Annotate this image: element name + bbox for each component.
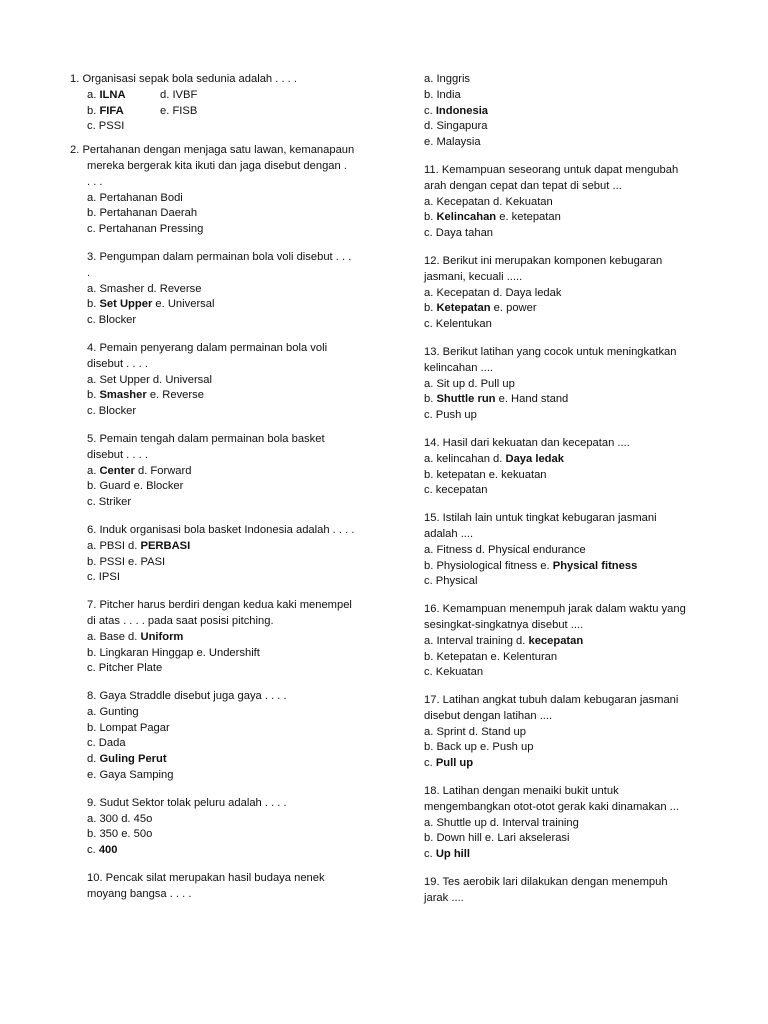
answer-key: Physical fitness: [552, 559, 638, 572]
question-text: 6. Induk organisasi bola basket Indonesia adalah . . . .: [87, 523, 355, 536]
question-text-cont: kelincahan ....: [424, 361, 494, 374]
option-c: c. Striker: [87, 496, 132, 509]
option-c: c. Kelentukan: [424, 318, 492, 331]
question-text: 13. Berikut latihan yang cocok untuk meningkatkan: [424, 345, 677, 358]
option-a-label: a. Base d.: [87, 630, 141, 643]
question-15: [424, 511, 694, 590]
question-1: [70, 72, 370, 135]
question-13: [424, 345, 694, 424]
answer-key: Shuttle run: [436, 393, 496, 406]
option-d: d. IVBF: [160, 88, 198, 101]
question-text-cont: mereka bergerak kita ikuti dan jaga disebut dengan .: [87, 159, 347, 172]
option-e: e. Reverse: [146, 389, 204, 402]
left-column: [70, 72, 370, 915]
option-d: [70, 752, 370, 768]
options-grid: [70, 88, 370, 135]
question-4: [70, 341, 370, 420]
option-b: b. Down hill e. Lari akselerasi: [424, 832, 570, 845]
option-b: [424, 392, 694, 408]
option-c: c. kecepatan: [424, 484, 488, 497]
answer-key: Daya ledak: [505, 452, 564, 465]
question-text: 11. Kemampuan seseorang untuk dapat mengubah: [424, 163, 679, 176]
option-c: c. Blocker: [87, 405, 137, 418]
option-a: a. Sprint d. Stand up: [424, 725, 526, 738]
answer-key: 400: [98, 844, 118, 857]
option-a-label: a.: [87, 88, 100, 101]
option-c: [70, 843, 370, 859]
option-a: a. Shuttle up d. Interval training: [424, 816, 579, 829]
option-a-label: a. kelincahan d.: [424, 452, 506, 465]
option-e: e. power: [490, 302, 537, 315]
option-b-label: b.: [424, 211, 437, 224]
option-c: c. Pertahanan Pressing: [87, 223, 204, 236]
question-2: [70, 143, 370, 238]
question-text: 10. Pencak silat merupakan hasil budaya nenek: [87, 872, 325, 885]
question-10-options: [424, 72, 694, 151]
option-b-label: b. Physiological fitness e.: [424, 559, 553, 572]
option-a: [70, 464, 370, 480]
option-e: e. Gaya Samping: [87, 769, 174, 782]
answer-key: Kelincahan: [436, 211, 497, 224]
question-text: 15. Istilah lain untuk tingkat kebugaran jasmani: [424, 512, 657, 525]
question-text-cont: sesingkat-singkatnya disebut ....: [424, 618, 584, 631]
option-b: b. PSSI e. PASI: [87, 555, 166, 568]
option-a: a. Set Upper d. Universal: [87, 373, 212, 386]
answer-key: Indonesia: [435, 104, 489, 117]
option-e: e. ketepatan: [496, 211, 561, 224]
answer-key: Center: [99, 464, 135, 477]
question-text: 7. Pitcher harus berdiri dengan kedua kaki menempel: [87, 599, 352, 612]
option-b-label: b.: [87, 389, 100, 402]
option-c: c. Push up: [424, 409, 477, 422]
answer-key: Smasher: [99, 389, 147, 402]
question-6: [70, 523, 370, 586]
option-a: a. 300 d. 45o: [87, 812, 153, 825]
option-a-label: a. PBSI d.: [87, 539, 141, 552]
question-text: 14. Hasil dari kekuatan dan kecepatan ....: [424, 436, 630, 449]
question-text-cont: .: [87, 266, 91, 279]
question-9: [70, 796, 370, 859]
question-10: [70, 871, 370, 903]
answer-key: PERBASI: [140, 539, 191, 552]
answer-key: Guling Perut: [99, 753, 167, 766]
question-text: 9. Sudut Sektor tolak peluru adalah . . . .: [87, 796, 287, 809]
option-c-label: c.: [424, 104, 436, 117]
option-b-label: b.: [87, 104, 100, 117]
option-d: d. Singapura: [424, 120, 488, 133]
option-a: a. Fitness d. Physical endurance: [424, 543, 586, 556]
question-17: [424, 693, 694, 772]
question-text-cont: mengembangkan otot-otot gerak kaki dinamakan ...: [424, 800, 679, 813]
question-text: 12. Berikut ini merupakan komponen kebugaran: [424, 254, 663, 267]
option-e: e. FISB: [160, 104, 198, 117]
answer-key: Set Upper: [99, 298, 153, 311]
option-c: [424, 104, 694, 120]
answer-key: Up hill: [435, 848, 470, 861]
option-a: a. Gunting: [87, 705, 139, 718]
question-text-cont: . . .: [87, 175, 103, 188]
option-c: [424, 847, 694, 863]
option-e: e. Universal: [152, 298, 215, 311]
answer-key: Pull up: [435, 757, 474, 770]
answer-key: Uniform: [140, 630, 184, 643]
option-e: e. Malaysia: [424, 136, 481, 149]
option-b: b. Back up e. Push up: [424, 741, 534, 754]
question-8: [70, 689, 370, 784]
option-b: [424, 301, 694, 317]
question-text: 4. Pemain penyerang dalam permainan bola voli: [87, 341, 328, 354]
option-b: b. Lingkaran Hinggap e. Undershift: [87, 646, 260, 659]
option-d-label: d.: [87, 753, 100, 766]
option-a: a. Pertahanan Bodi: [87, 191, 183, 204]
option-a: [70, 539, 370, 555]
option-c: c. Physical: [424, 575, 478, 588]
question-text: 5. Pemain tengah dalam permainan bola basket: [87, 432, 325, 445]
option-c: c. Blocker: [87, 314, 137, 327]
question-11: [424, 163, 694, 242]
question-text-cont: adalah ....: [424, 527, 474, 540]
option-a: a. Inggris: [424, 73, 471, 85]
answer-key: Ketepatan: [436, 302, 491, 315]
question-text: 1. Organisasi sepak bola sedunia adalah . . . .: [70, 73, 298, 85]
option-c-label: c.: [424, 757, 436, 770]
option-b: b. ketepatan e. kekuatan: [424, 468, 547, 481]
option-d: d. Forward: [134, 464, 192, 477]
question-text: 18. Latihan dengan menaiki bukit untuk: [424, 785, 619, 798]
question-7: [70, 598, 370, 677]
option-c: c. PSSI: [87, 120, 125, 133]
answer-key: kecepatan: [528, 634, 584, 647]
option-c: [424, 756, 694, 772]
option-b: b. Guard e. Blocker: [87, 480, 184, 493]
option-b-label: b.: [424, 302, 437, 315]
question-text-cont: jasmani, kecuali .....: [424, 270, 523, 283]
question-text: 19. Tes aerobik lari dilakukan dengan menempuh: [424, 876, 668, 889]
right-column: [424, 72, 694, 919]
option-a: [87, 88, 160, 104]
option-c-label: c.: [87, 844, 99, 857]
question-3: [70, 250, 370, 329]
question-12: [424, 254, 694, 333]
option-c: c. IPSI: [87, 571, 120, 584]
question-text: 16. Kemampuan menempuh jarak dalam waktu yang: [424, 603, 686, 616]
question-text-cont: di atas . . . . pada saat posisi pitching.: [87, 614, 274, 627]
option-a-label: a.: [87, 464, 100, 477]
question-text-cont: disebut . . . .: [87, 357, 148, 370]
answer-key: ILNA: [99, 88, 126, 101]
question-14: [424, 436, 694, 499]
question-18: [424, 784, 694, 863]
question-5: [70, 432, 370, 511]
question-19: [424, 875, 694, 907]
option-e: e. Hand stand: [495, 393, 569, 406]
option-c: c. Daya tahan: [424, 227, 494, 240]
option-b: b. Pertahanan Daerah: [87, 207, 198, 220]
option-a: a. Kecepatan d. Kekuatan: [424, 195, 553, 208]
option-a: [70, 630, 370, 646]
option-b-label: b.: [87, 298, 100, 311]
question-text: 17. Latihan angkat tubuh dalam kebugaran jasmani: [424, 694, 679, 707]
question-text-cont: arah dengan cepat dan tepat di sebut ...: [424, 179, 622, 192]
option-a: [424, 634, 694, 650]
option-b: [70, 388, 370, 404]
question-text-cont: moyang bangsa . . . .: [87, 887, 192, 900]
question-text-cont: disebut . . . .: [87, 448, 148, 461]
question-text-cont: jarak ....: [424, 891, 464, 904]
option-c: c. Dada: [87, 737, 126, 750]
option-c-label: c.: [424, 848, 436, 861]
question-text: 2. Pertahanan dengan menjaga satu lawan, kemanapaun: [70, 144, 355, 157]
option-b: [424, 559, 694, 575]
option-a-label: a. Interval training d.: [424, 634, 529, 647]
option-b: [424, 210, 694, 226]
option-b: [70, 297, 370, 313]
option-b: b. India: [424, 88, 461, 101]
option-c: c. Pitcher Plate: [87, 662, 163, 675]
option-b: [87, 104, 160, 120]
question-16: [424, 602, 694, 681]
option-c: c. Kekuatan: [424, 666, 484, 679]
option-b: b. Lompat Pagar: [87, 721, 170, 734]
question-text: 3. Pengumpan dalam permainan bola voli disebut . . .: [87, 250, 352, 263]
question-text-cont: disebut dengan latihan ....: [424, 709, 553, 722]
option-b: b. Ketepatan e. Kelenturan: [424, 650, 558, 663]
option-a: [424, 452, 694, 468]
question-text: 8. Gaya Straddle disebut juga gaya . . . .: [87, 690, 287, 703]
option-b: b. 350 e. 50o: [87, 828, 153, 841]
option-a: a. Smasher d. Reverse: [87, 282, 202, 295]
option-b-label: b.: [424, 393, 437, 406]
option-a: a. Kecepatan d. Daya ledak: [424, 286, 562, 299]
option-a: a. Sit up d. Pull up: [424, 377, 515, 390]
answer-key: FIFA: [99, 104, 124, 117]
